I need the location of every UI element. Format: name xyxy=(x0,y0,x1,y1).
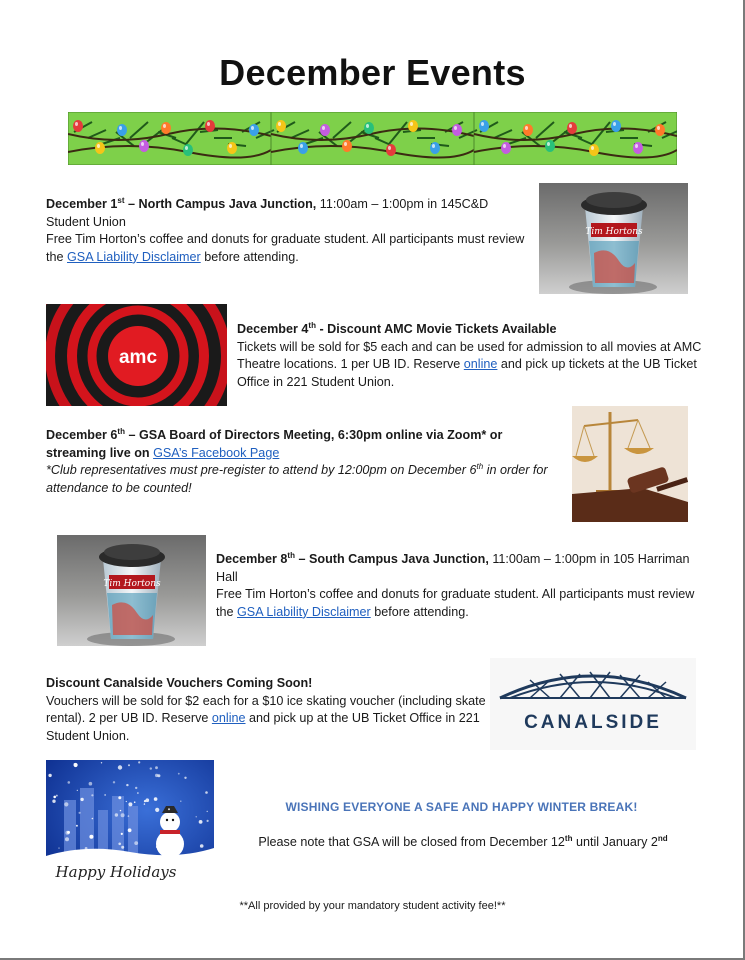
event-dec8: December 8th – South Campus Java Junction, 11:00am – 1:00pm in 105 Harriman Hall Free Tim Horton’s coffee and donuts for graduate student. All participants must review the GSA Liability Disclaimer before attending. xyxy=(216,550,695,619)
coffee-cup-image xyxy=(539,183,688,294)
light-bulb xyxy=(633,142,643,154)
event-date: December 4 xyxy=(237,322,309,336)
light-bulb xyxy=(545,140,555,152)
event-heading: Discount Canalside Vouchers Coming Soon! xyxy=(46,676,313,690)
light-bulb xyxy=(139,140,149,152)
svg-text:CANALSIDE: CANALSIDE xyxy=(524,712,662,733)
light-bulb xyxy=(342,140,352,152)
event-detail: 11:00am – 1:00pm in 105 Harriman Hall xyxy=(216,552,690,584)
gsa-liability-disclaimer-link[interactable]: GSA Liability Disclaimer xyxy=(237,604,371,619)
svg-text:amc: amc xyxy=(118,347,158,368)
event-heading: – South Campus Java Junction, xyxy=(294,552,489,566)
light-bulb xyxy=(276,120,286,132)
gsa-liability-disclaimer-link[interactable]: GSA Liability Disclaimer xyxy=(67,249,201,264)
light-bulb xyxy=(227,142,237,154)
light-bulb xyxy=(320,124,330,136)
winter-break-message: WISHING EVERYONE A SAFE AND HAPPY WINTER BREAK! xyxy=(285,800,638,814)
closure-notice: Please note that GSA will be closed from December 12th until January 2nd xyxy=(258,833,668,849)
svg-text:Tim Hortons: Tim Hortons xyxy=(585,227,643,237)
light-bulb xyxy=(589,144,599,156)
light-bulb xyxy=(183,144,193,156)
svg-text:Happy Holidays: Happy Holidays xyxy=(55,863,177,881)
footer-note: **All provided by your mandatory student activity fee!** xyxy=(239,900,506,912)
light-bulb xyxy=(364,122,374,134)
light-bulb xyxy=(567,122,577,134)
event-dec1: December 1st – North Campus Java Junction, 11:00am – 1:00pm in 145C&D Student Union Free Tim Horton’s coffee and donuts for graduate student. All participants must review the GSA Liability Disclaimer before attending. xyxy=(46,195,525,264)
event-heading: – GSA Board of Directors Meeting, 6:30pm online via Zoom* or streaming live on xyxy=(46,428,503,460)
amc-logo xyxy=(46,304,227,406)
event-detail: 11:00am – 1:00pm in 145C&D Student Union xyxy=(46,197,489,229)
event-heading: – North Campus Java Junction, xyxy=(124,197,317,211)
light-bulb xyxy=(501,142,511,154)
event-canalside: Discount Canalside Vouchers Coming Soon! Vouchers will be sold for $2 each for a $10 ice skating voucher (including skate rental). 2 per UB ID. Reserve online and pick up at the UB Ticket Office in 221 Student Union. xyxy=(46,676,486,743)
light-bulb xyxy=(249,124,259,136)
light-bulb xyxy=(479,120,489,132)
event-date: December 8 xyxy=(216,552,288,566)
light-bulb xyxy=(523,124,533,136)
light-bulb xyxy=(117,124,127,136)
event-date: December 6 xyxy=(46,428,118,442)
event-dec4: December 4th - Discount AMC Movie Tickets Available Tickets will be sold for $5 each and can be used for admission to all movies at AMC Theatre locations. 1 per UB ID. Reserve online and pick up tickets at the UB Ticket Office in 221 Student Union. xyxy=(237,320,702,389)
light-bulb xyxy=(205,120,215,132)
coffee-cup-image xyxy=(57,535,206,646)
event-heading: - Discount AMC Movie Tickets Available xyxy=(315,322,557,336)
event-note: *Club representatives must pre-register to attend by 12:00pm on December 6th in order for attendance to be counted! xyxy=(46,462,548,495)
canalside-reserve-online-link[interactable]: online xyxy=(211,711,246,726)
amc-reserve-online-link[interactable]: online xyxy=(463,357,498,372)
light-bulb xyxy=(386,144,396,156)
light-bulb xyxy=(73,120,83,132)
happy-holidays-card xyxy=(46,760,214,886)
christmas-lights-banner xyxy=(68,112,677,165)
light-bulb xyxy=(408,120,418,132)
event-date: December 1 xyxy=(46,197,118,211)
gsa-facebook-page-link[interactable]: GSA’s Facebook Page xyxy=(153,445,280,460)
scales-gavel-image xyxy=(572,406,688,522)
light-bulb xyxy=(611,120,621,132)
light-bulb xyxy=(95,142,105,154)
light-bulb xyxy=(655,124,665,136)
light-bulb xyxy=(298,142,308,154)
light-bulb xyxy=(161,122,171,134)
canalside-logo xyxy=(490,658,696,750)
light-bulb xyxy=(430,142,440,154)
event-dec6: December 6th – GSA Board of Directors Meeting, 6:30pm online via Zoom* or streaming live on GSA’s Facebook Page *Club representatives must pre-register to attend by 12:00pm on December 6th in order for attendance to be counted! xyxy=(46,426,548,495)
svg-text:Tim Hortons: Tim Hortons xyxy=(103,579,161,589)
light-bulb xyxy=(452,124,462,136)
page-title: December Events xyxy=(219,52,526,93)
